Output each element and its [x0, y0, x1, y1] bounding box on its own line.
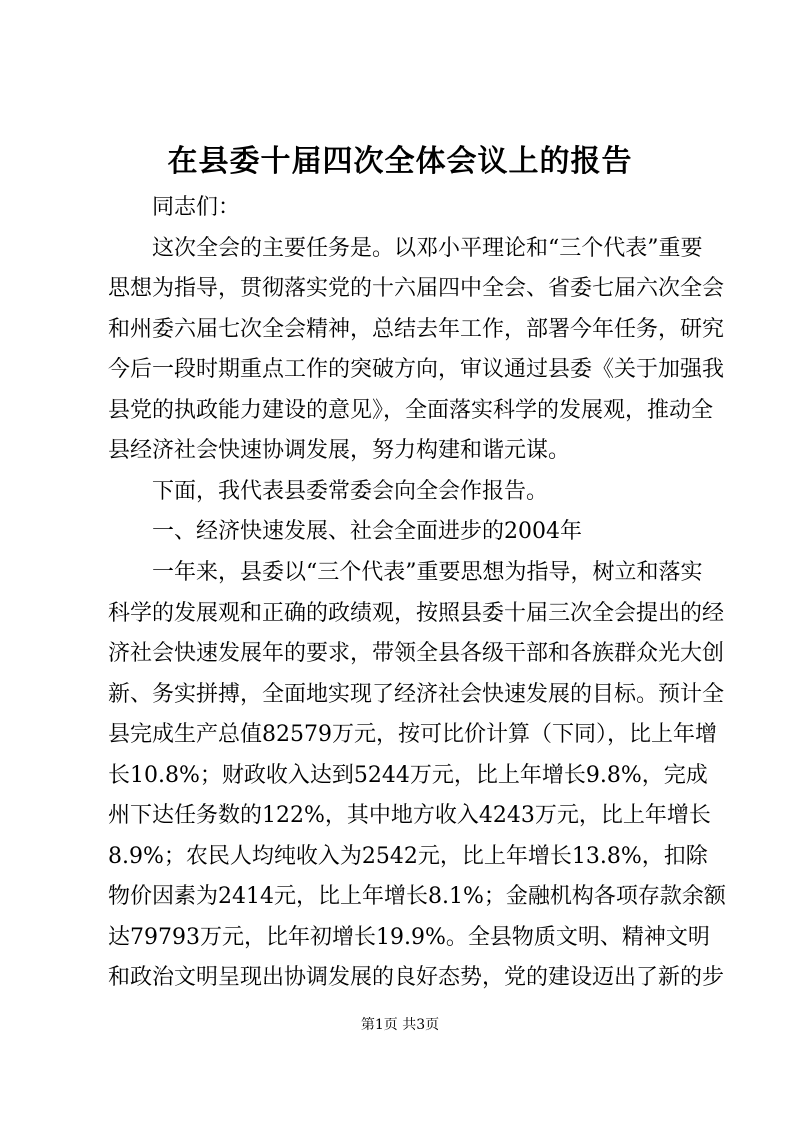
text-line: 下面，我代表县委常委会向全会作报告。 — [152, 479, 549, 504]
text-line: 济社会快速发展年的要求，带领全县各级干部和各族群众光大创 — [108, 641, 725, 666]
text-line: 县党的执政能力建设的意见》，全面落实科学的发展观，推动全 — [108, 398, 714, 423]
text-line: 长10.8%；财政收入达到5244万元，比上年增长9.8%，完成 — [108, 763, 708, 788]
text-line: 8.9%；农民人均纯收入为2542元，比上年增长13.8%，扣除 — [108, 844, 708, 869]
text-line: 今后一段时期重点工作的突破方向，审议通过县委《关于加强我 — [108, 357, 725, 382]
text-line: 一年来，县委以“三个代表”重要思想为指导，树立和落实 — [152, 560, 703, 585]
text-line: 和政治文明呈现出协调发展的良好态势，党的建设迈出了新的步 — [108, 965, 725, 990]
text-line: 同志们： — [152, 195, 241, 220]
text-line: 县经济社会快速协调发展，努力构建和谐元谋。 — [108, 438, 571, 463]
text-line: 新、务实拼搏，全面地实现了经济社会快速发展的目标。预计全 — [108, 682, 725, 707]
text-line: 州下达任务数的122%，其中地方收入4243万元，比上年增长 — [108, 803, 711, 828]
text-line: 达79793万元，比年初增长19.9%。全县物质文明、精神文明 — [108, 925, 710, 950]
page-number: 第1页 共3页 — [360, 1017, 440, 1033]
text-line: 县完成生产总值82579万元，按可比价计算（下同），比上年增 — [108, 722, 717, 747]
text-line: 物价因素为2414元，比上年增长8.1%；金融机构各项存款余额 — [108, 884, 726, 909]
text-line: 科学的发展观和正确的政绩观，按照县委十届三次全会提出的经 — [108, 601, 725, 626]
document-title: 在县委十届四次全体会议上的报告 — [167, 144, 633, 179]
section-heading: 一、经济快速发展、社会全面进步的2004年 — [152, 519, 582, 544]
text-line: 和州委六届七次全会精神，总结去年工作，部署今年任务，研究 — [108, 317, 725, 342]
text-line: 思想为指导，贯彻落实党的十六届四中全会、省委七届六次全会 — [108, 276, 725, 301]
text-line: 这次全会的主要任务是。以邓小平理论和“三个代表”重要 — [152, 236, 703, 261]
